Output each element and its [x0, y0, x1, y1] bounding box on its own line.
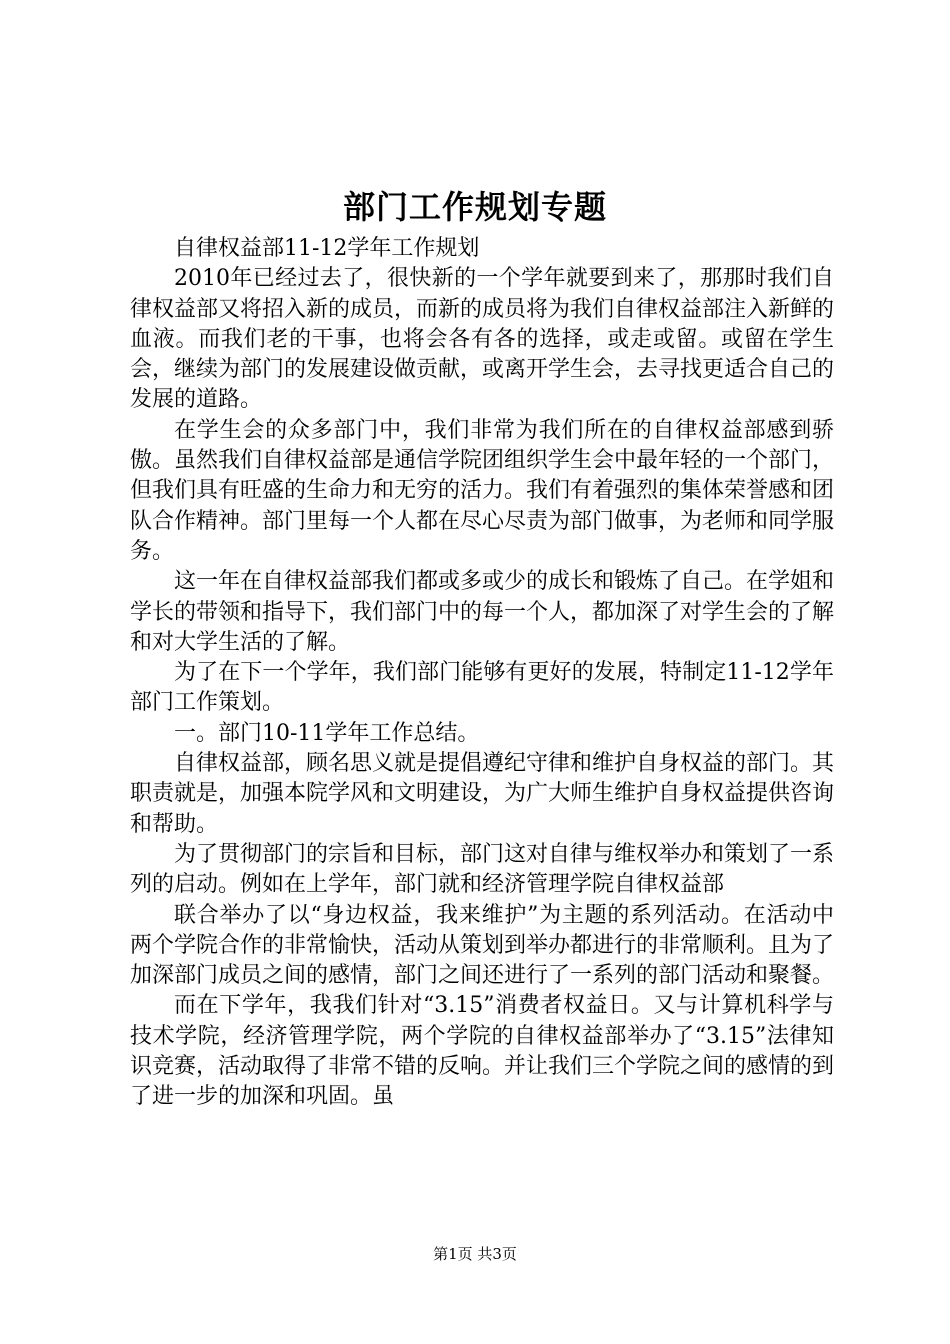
document-body — [130, 234, 834, 1113]
paragraph-heading: 自律权益部11-12学年工作规划 — [174, 236, 480, 261]
paragraph: 2010年已经过去了，很快新的一个学年就要到来了，那那时我们自律权益部又将招入新的成员，而新的成员将为我们自律权益部注入新鲜的血液。而我们老的干事，也将会各有各的选择，或走或留。或留在学生会，继续为部门的发展建设做贡献，或离开学生会，去寻找更适合自己的发展的道路。 — [130, 266, 835, 413]
paragraph: 而在下学年，我我们针对“3.15”消费者权益日。又与计算机科学与技术学院，经济管理学院，两个学院的自律权益部举办了“3.15”法律知识竞赛，活动取得了非常不错的反响。并让我们三个学院之间的感情的到了进一步的加深和巩固。虽 — [130, 993, 835, 1110]
paragraph: 在学生会的众多部门中，我们非常为我们所在的自律权益部感到骄傲。虽然我们自律权益部是通信学院团组织学生会中最年轻的一个部门，但我们具有旺盛的生命力和无穷的活力。我们有着强烈的集体荣誉感和团队合作精神。部门里每一个人都在尽心尽责为部门做事，为老师和同学服务。 — [130, 417, 835, 564]
document-title: 部门工作规划专题 — [342, 188, 607, 226]
page-footer: 第1页 共3页 — [433, 1245, 517, 1263]
paragraph: 这一年在自律权益部我们都或多或少的成长和锻炼了自己。在学姐和学长的带领和指导下，我们部门中的每一个人，都加深了对学生会的了解和对大学生活的了解。 — [130, 569, 835, 655]
paragraph: 为了在下一个学年，我们部门能够有更好的发展，特制定11-12学年部门工作策划。 — [130, 660, 834, 716]
paragraph: 联合举办了以“身边权益，我来维护”为主题的系列活动。在活动中两个学院合作的非常愉快，活动从策划到举办都进行的非常顺利。且为了加深部门成员之间的感情，部门之间还进行了一系列的部门活动和聚餐。 — [130, 902, 835, 989]
paragraph: 自律权益部，顾名思义就是提倡遵纪守律和维护自身权益的部门。其职责就是，加强本院学风和文明建设，为广大师生维护自身权益提供咨询和帮助。 — [130, 751, 835, 837]
paragraph: 为了贯彻部门的宗旨和目标，部门这对自律与维权举办和策划了一系列的启动。例如在上学年，部门就和经济管理学院自律权益部 — [130, 841, 835, 898]
section-heading: 一。部门10-11学年工作总结。 — [174, 720, 480, 746]
